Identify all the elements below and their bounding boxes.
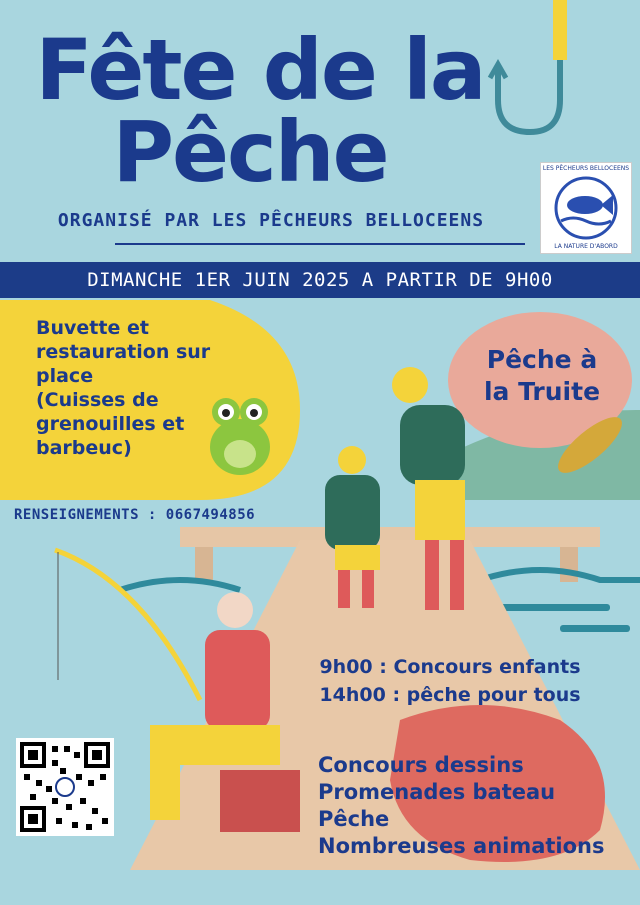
truite-text — [462, 344, 622, 408]
schedule-item: 9h00 : Concours enfants — [319, 656, 581, 678]
buvette-line: barbeuc) — [36, 437, 132, 459]
club-logo — [540, 162, 632, 254]
page-title-line2: Pêche — [112, 103, 388, 201]
activity-item: Promenades bateau — [318, 780, 556, 804]
divider — [115, 243, 525, 245]
buvette-text — [36, 316, 236, 460]
date-band: DIMANCHE 1ER JUIN 2025 A PARTIR DE 9H00 — [0, 262, 640, 298]
buvette-line: grenouilles et — [36, 413, 185, 435]
qr-code-icon — [16, 738, 114, 836]
activity-item: Concours dessins — [318, 753, 524, 777]
truite-line: Pêche à — [486, 345, 598, 374]
qr-code[interactable] — [16, 738, 114, 836]
truite-line: la Truite — [483, 377, 601, 406]
activity-item: Pêche — [318, 807, 390, 831]
organizer-text: ORGANISÉ PAR LES PÊCHEURS BELLOCEENS — [57, 210, 485, 231]
schedule-item: 14h00 : pêche pour tous — [319, 684, 581, 706]
page-title-line1: Fête de la — [35, 21, 485, 119]
activity-item: Nombreuses animations — [318, 834, 605, 858]
fish-icon — [553, 175, 619, 241]
logo-top-text: LES PÊCHEURS BELLOCEENS — [542, 165, 630, 172]
buvette-line: place — [36, 365, 94, 387]
buvette-line: Buvette et — [36, 317, 149, 339]
renseignements-text: RENSEIGNEMENTS : 0667494856 — [14, 507, 256, 523]
buvette-line: (Cuisses de — [36, 389, 159, 411]
logo-bottom-text: LA NATURE D'ABORD — [554, 243, 618, 250]
activities-list — [318, 752, 628, 860]
buvette-line: restauration sur — [36, 341, 211, 363]
